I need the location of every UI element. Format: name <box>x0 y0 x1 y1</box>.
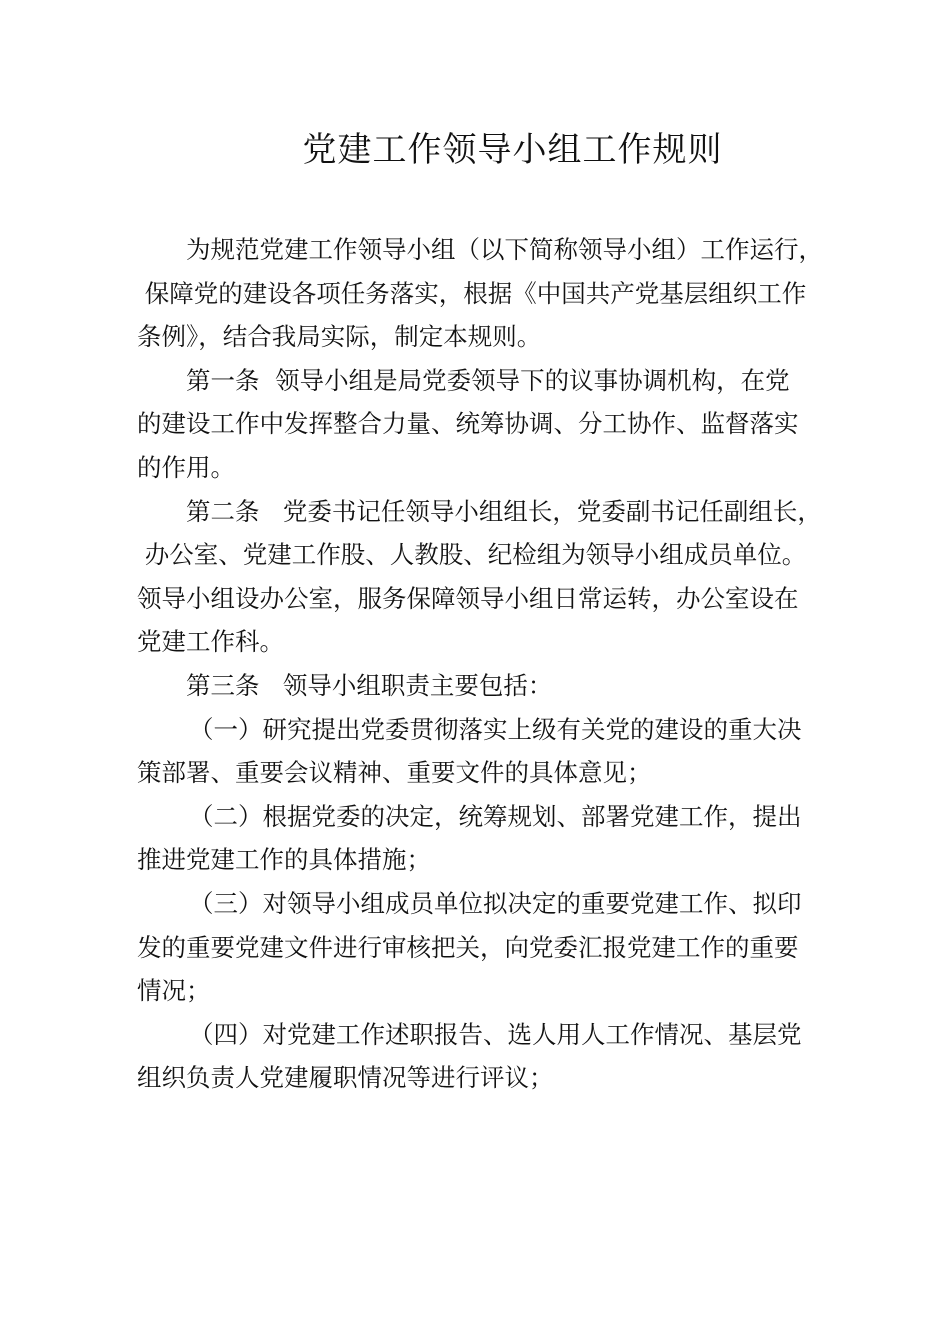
duty-item-4: （四）对党建工作述职报告、选人用人工作情况、基层党 组织负责人党建履职情况等进行评议； <box>137 1019 802 1093</box>
duty-item-2: （二）根据党委的决定，统筹规划、部署党建工作，提出 推进党建工作的具体措施； <box>137 801 802 875</box>
article-1-paragraph: 第一条 领导小组是局党委领导下的议事协调机构，在党 的建设工作中发挥整合力量、统筹协调、分工协作、监督落实 的作用。 <box>137 365 799 482</box>
article-2-paragraph: 第二条 党委书记任领导小组组长，党委副书记任副组长， 办公室、党建工作股、人教股、纪检组为领导小组成员单位。 领导小组设办公室，服务保障领导小组日常运转，办公室设在 党建工作科。 <box>137 496 822 657</box>
preamble-paragraph: 为规范党建工作领导小组（以下简称领导小组）工作运行， 保障党的建设各项任务落实，根据《中国共产党基层组织工作 条例》，结合我局实际，制定本规则。 <box>137 235 823 352</box>
page-title: 党建工作领导小组工作规则 <box>302 130 723 170</box>
article-3-paragraph: 第三条 领导小组职责主要包括： <box>186 670 553 700</box>
document-body <box>137 228 842 1100</box>
duty-item-3: （三）对领导小组成员单位拟决定的重要党建工作、拟印 发的重要党建文件进行审核把关，向党委汇报党建工作的重要 情况； <box>137 888 802 1006</box>
duty-item-1: （一）研究提出党委贯彻落实上级有关党的建设的重大决 策部署、重要会议精神、重要文件的具体意见； <box>137 714 802 788</box>
